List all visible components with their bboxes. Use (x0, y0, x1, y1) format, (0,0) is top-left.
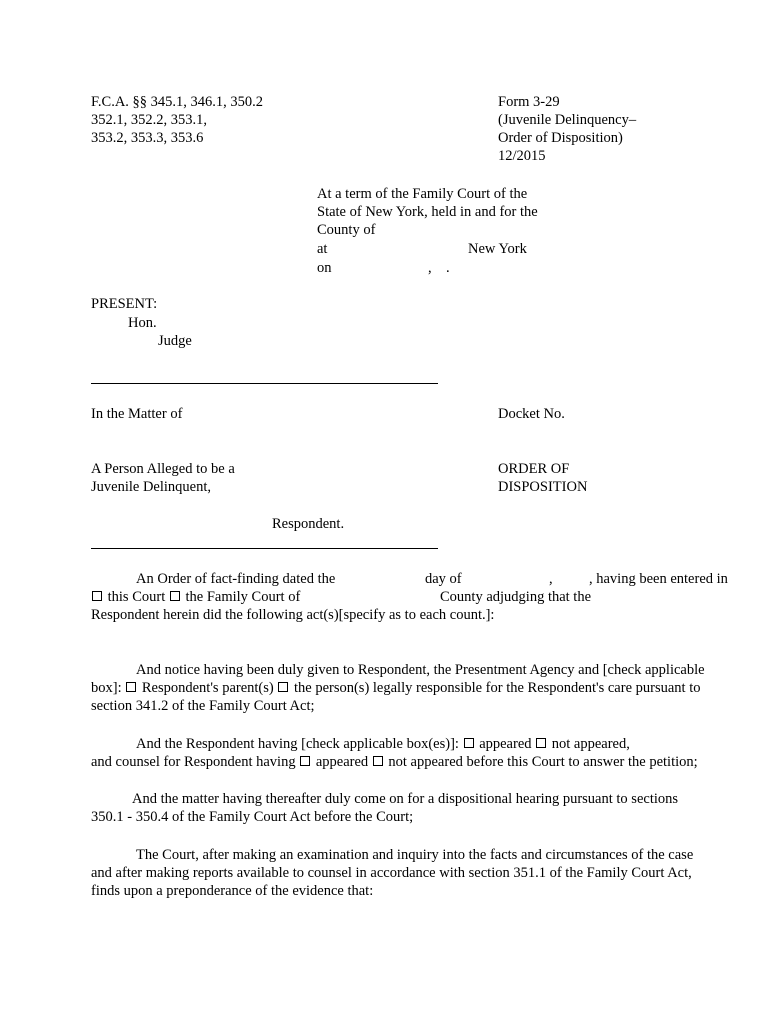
persons-responsible-label: the person(s) legally responsible for the Respondent's care pursuant to (293, 680, 701, 696)
present-label: PRESENT: (91, 296, 158, 312)
court-term-line: County of (317, 222, 376, 238)
p5-line1: The Court, after making an examination and inquiry into the facts and circumstances of the case (136, 847, 694, 863)
caption-top-rule (91, 383, 438, 384)
this-court-label: this Court (107, 589, 166, 605)
counsel-not-appeared-checkbox[interactable] (373, 756, 383, 766)
hon-label: Hon. (128, 315, 157, 331)
counsel-appeared-label: appeared (315, 754, 369, 770)
p1-line3: Respondent herein did the following act(s)[specify as to each count.]: (91, 607, 495, 623)
date-period: . (446, 260, 450, 276)
findings-paragraph (91, 846, 741, 900)
form-subtype: Order of Disposition) (498, 130, 623, 146)
p2-box-label: box]: (91, 680, 122, 696)
p1-line2 (91, 588, 300, 606)
order-title (498, 460, 587, 496)
notice-paragraph (91, 661, 741, 715)
statute-line: 353.2, 353.3, 353.6 (91, 130, 204, 146)
parents-label: Respondent's parent(s) (141, 680, 274, 696)
judge-label: Judge (158, 333, 192, 349)
form-type: (Juvenile Delinquency– (498, 112, 637, 128)
statute-line: 352.1, 352.2, 353.1, (91, 112, 207, 128)
p5-line3: finds upon a preponderance of the evidence that: (91, 883, 374, 899)
p4-line2: 350.1 - 350.4 of the Family Court Act before the Court; (91, 809, 414, 825)
p3-line2-text: and counsel for Respondent having (91, 754, 296, 770)
p4-line1: And the matter having thereafter duly come on for a dispositional hearing pursuant to sections (132, 791, 679, 807)
caption-bottom-rule (91, 548, 438, 549)
counsel-not-appeared-label: not appeared before this Court to answer the petition; (388, 754, 698, 770)
persons-responsible-checkbox[interactable] (278, 682, 288, 692)
form-info (498, 93, 636, 165)
date-comma: , (428, 260, 432, 276)
order-title-line: DISPOSITION (498, 479, 588, 495)
p1-text-b: day of (425, 571, 462, 587)
appearance-paragraph (91, 735, 741, 771)
p2-line3: section 341.2 of the Family Court Act; (91, 698, 315, 714)
person-line: Juvenile Delinquent, (91, 479, 212, 495)
hearing-paragraph (91, 790, 741, 826)
respondent-appeared-label: appeared (479, 736, 532, 752)
court-term (317, 185, 538, 239)
form-number: Form 3-29 (498, 94, 560, 110)
family-court-label: the Family Court of (185, 589, 301, 605)
parents-checkbox[interactable] (126, 682, 136, 692)
respondent-not-appeared-checkbox[interactable] (536, 738, 546, 748)
matter-label: In the Matter of (91, 406, 183, 422)
respondent-not-appeared-label: not appeared, (551, 736, 630, 752)
person-line: A Person Alleged to be a (91, 461, 235, 477)
respondent-appeared-checkbox[interactable] (464, 738, 474, 748)
p3-line1-text: And the Respondent having [check applicable box(es)]: (136, 736, 459, 752)
court-term-line: State of New York, held in and for the (317, 204, 538, 220)
p1-text-a: An Order of fact-finding dated the (136, 571, 336, 587)
at-label: at (317, 241, 328, 257)
statute-citations (91, 93, 263, 147)
docket-label: Docket No. (498, 406, 565, 422)
on-label: on (317, 260, 332, 276)
p1-text-c: , (549, 571, 553, 587)
family-court-checkbox[interactable] (170, 591, 180, 601)
p3-line1 (91, 735, 741, 753)
court-term-line: At a term of the Family Court of the (317, 186, 528, 202)
p2-line2 (91, 679, 741, 697)
order-title-line: ORDER OF (498, 461, 570, 477)
p3-line2 (91, 753, 741, 771)
counsel-appeared-checkbox[interactable] (300, 756, 310, 766)
state-label: New York (468, 241, 527, 257)
p5-line2: and after making reports available to counsel in accordance with section 351.1 of the Family Court Act, (91, 865, 692, 881)
this-court-checkbox[interactable] (92, 591, 102, 601)
p1-text-d: , having been entered in (589, 571, 728, 587)
form-date: 12/2015 (498, 148, 546, 164)
person-alleged (91, 460, 235, 496)
p2-line1: And notice having been duly given to Respondent, the Presentment Agency and [check applicable (136, 662, 705, 678)
p1-county-text: County adjudging that the (440, 589, 592, 605)
statute-line: F.C.A. §§ 345.1, 346.1, 350.2 (91, 94, 264, 110)
respondent-label: Respondent. (272, 516, 345, 532)
